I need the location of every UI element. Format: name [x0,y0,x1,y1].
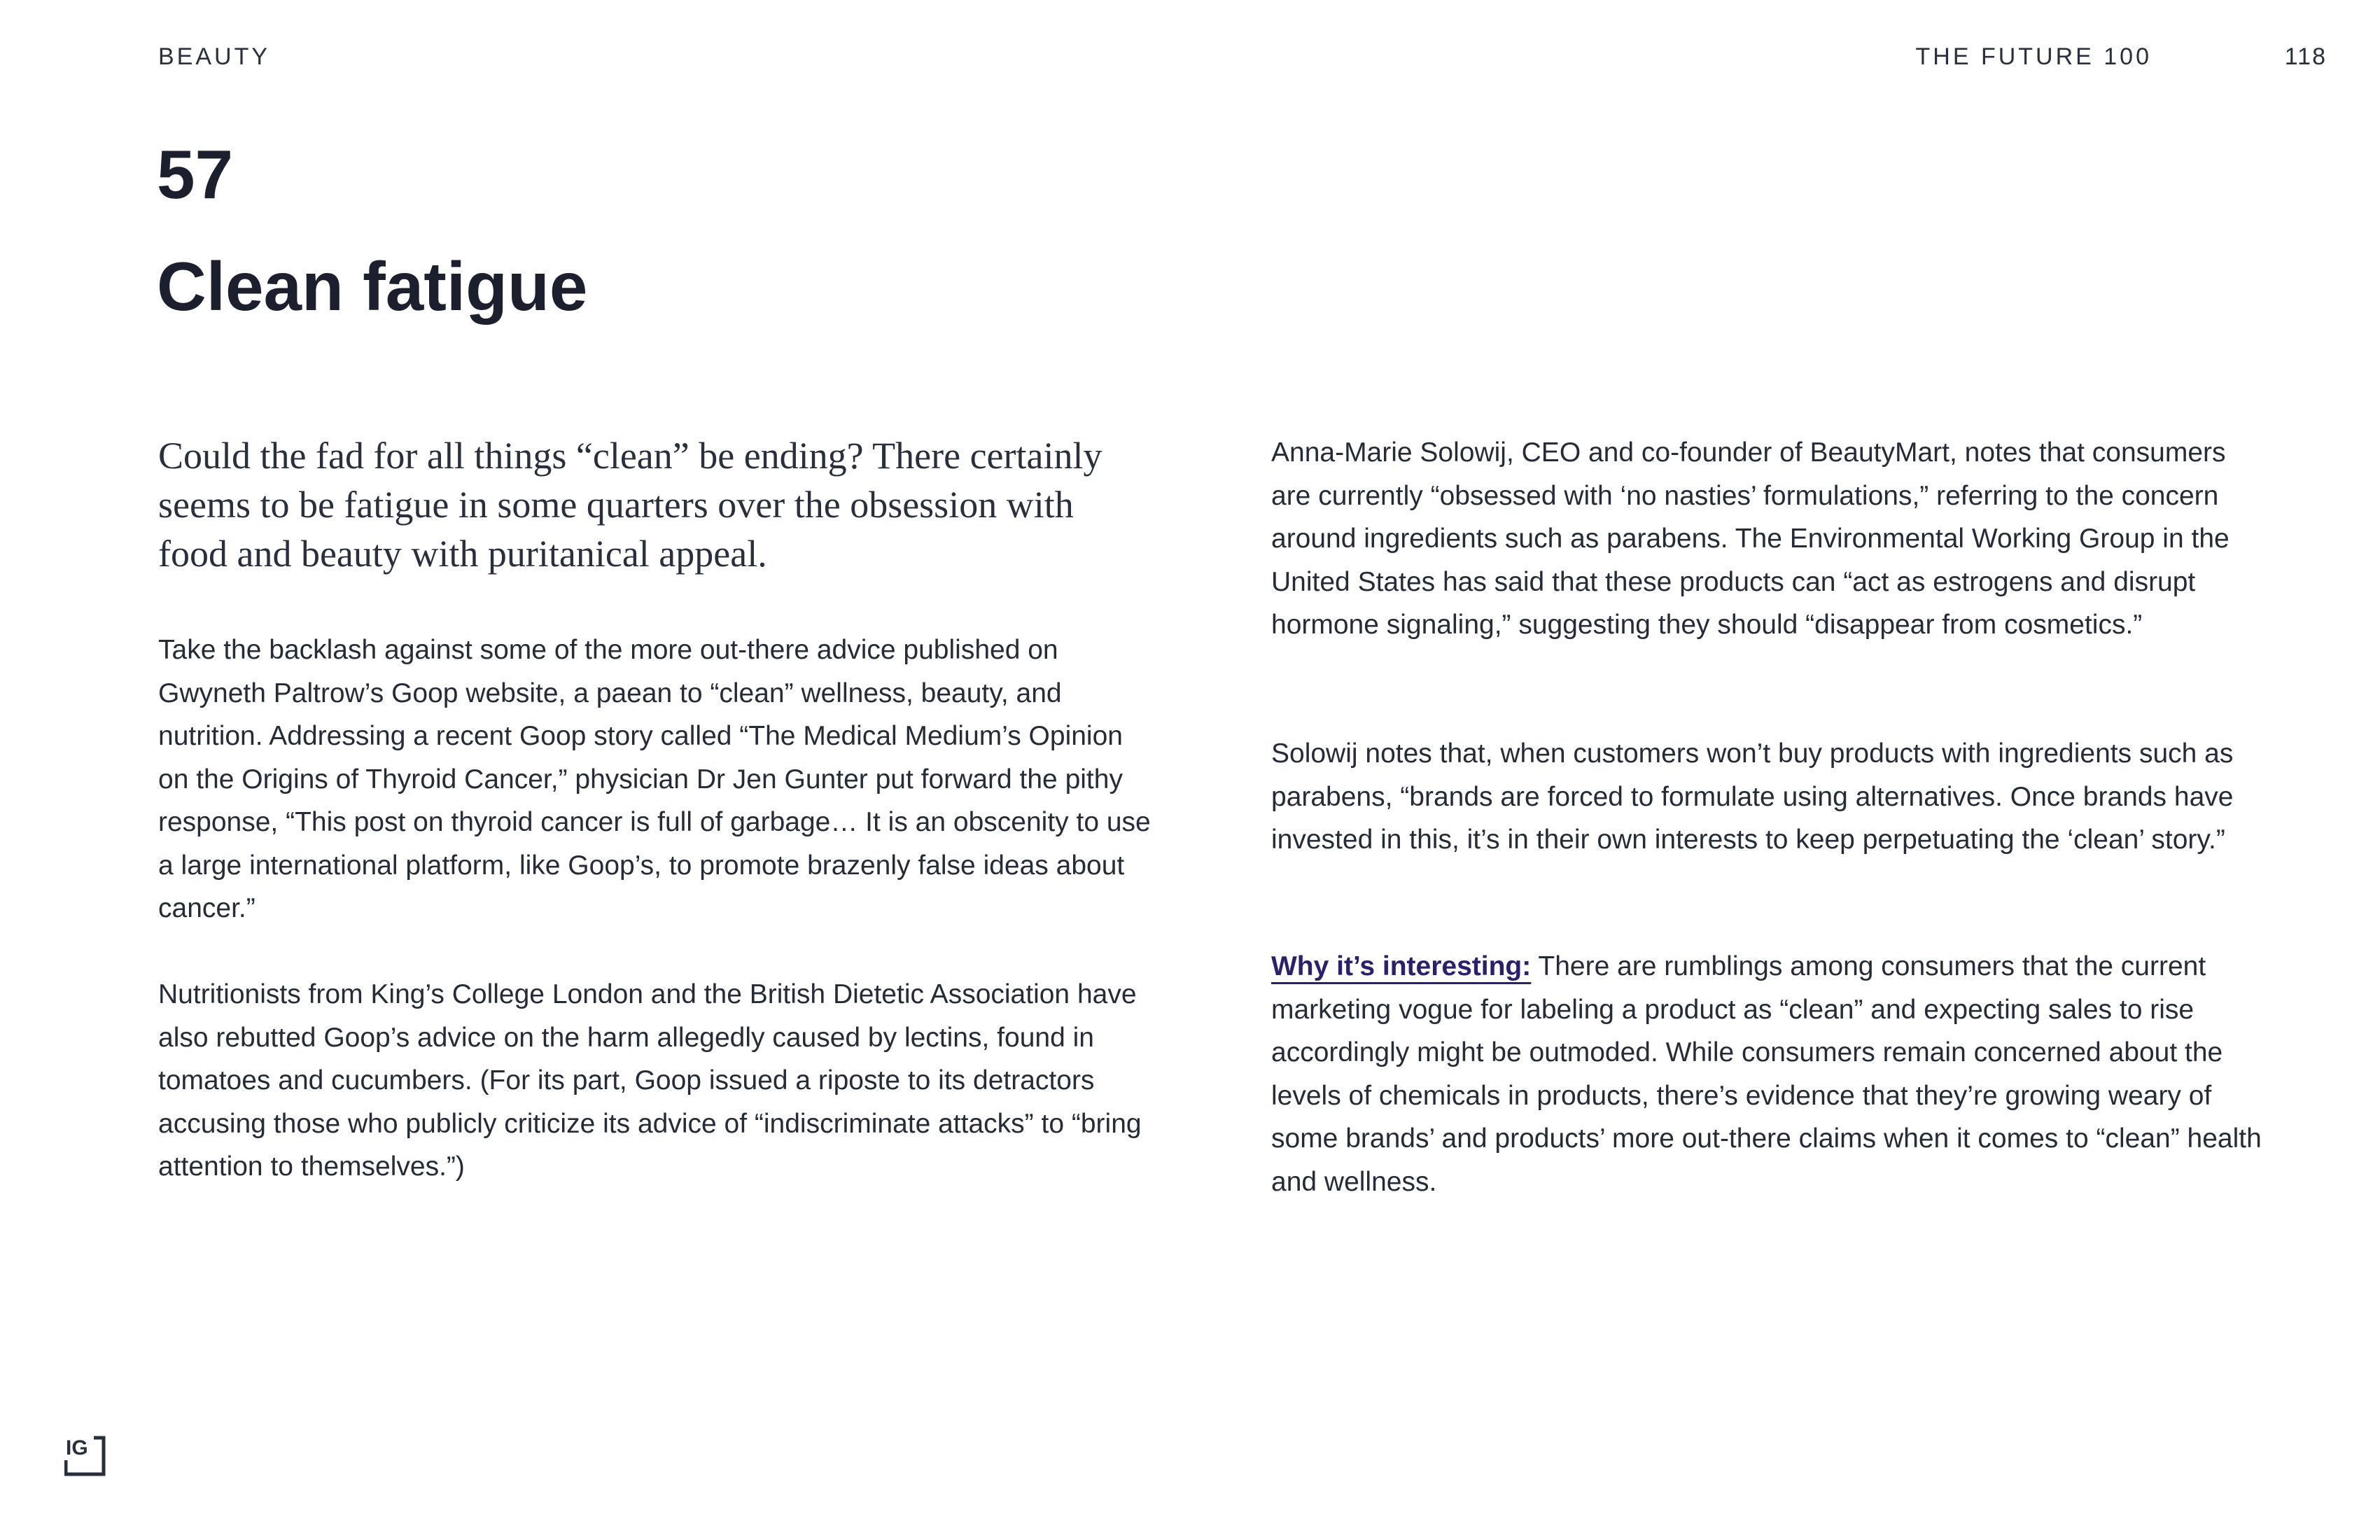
article-number: 57 [157,136,234,213]
why-interesting-paragraph [1271,945,2265,1203]
right-paragraph-1: Anna-Marie Solowij, CEO and co-founder of BeautyMart, notes that consumers are currently “obsessed with ‘no nasties’ formulations,” referring to the concern around ingredients such as parabens. The Environmental Working Group in the United States has said that these products can “act as estrogens and disrupt hormone signaling,” suggesting they should “disappear from cosmetics.” [1271,438,2230,640]
header-page-number: 118 [2284,43,2327,70]
article-lede: Could the fad for all things “clean” be ending? There certainly seems to be fatigue in some quarters over the obsession with food and beauty with puritanical appeal. [158,435,1102,575]
left-paragraph-2: Nutritionists from King’s College London and the British Dietetic Association have also rebutted Goop’s advice on the harm allegedly caused by lectins, found in tomatoes and cucumbers. (For its part, Goop issued a riposte to its detractors accusing those who publicly criticize its advice of “indiscriminate attacks” to “bring attention to themselves.”) [158,979,1142,1182]
left-paragraph-1: Take the backlash against some of the more out-there advice published on Gwyneth Paltrow’s Goop website, a paean to “clean” wellness, beauty, and nutrition. Addressing a recent Goop story called “The Medical Medium’s Opinion on the Origins of Thyroid Cancer,” physician Dr Jen Gunter put forward the pithy response, “This post on thyroid cancer is full of garbage… It is an obscenity to use a large international platform, like Goop’s, to promote brazenly false ideas about cancer.” [158,635,1151,923]
why-interesting-text: There are rumblings among consumers that the current marketing vogue for labeling a product as “clean” and expecting sales to rise accordingly might be outmoded. While consumers remain concerned about the levels of chemicals in products, there’s evidence that they’re growing weary of some brands’ and products’ more out-there claims when it comes to “clean” health and wellness. [1271,951,2262,1197]
right-paragraph-2: Solowij notes that, when customers won’t buy products with ingredients such as parabens, “brands are forced to formulate using alternatives. Once brands have invested in this, it’s in their own interests to keep perpetuating the ‘clean’ story.” [1271,738,2234,855]
why-interesting-label: Why it’s interesting: [1271,951,1532,981]
article-title: Clean fatigue [157,248,588,325]
ig-logo-icon [64,1435,106,1477]
header-section-label: BEAUTY [158,43,271,70]
ig-logo-text: IG [66,1436,88,1460]
header-publication-title: THE FUTURE 100 [1915,43,2152,70]
